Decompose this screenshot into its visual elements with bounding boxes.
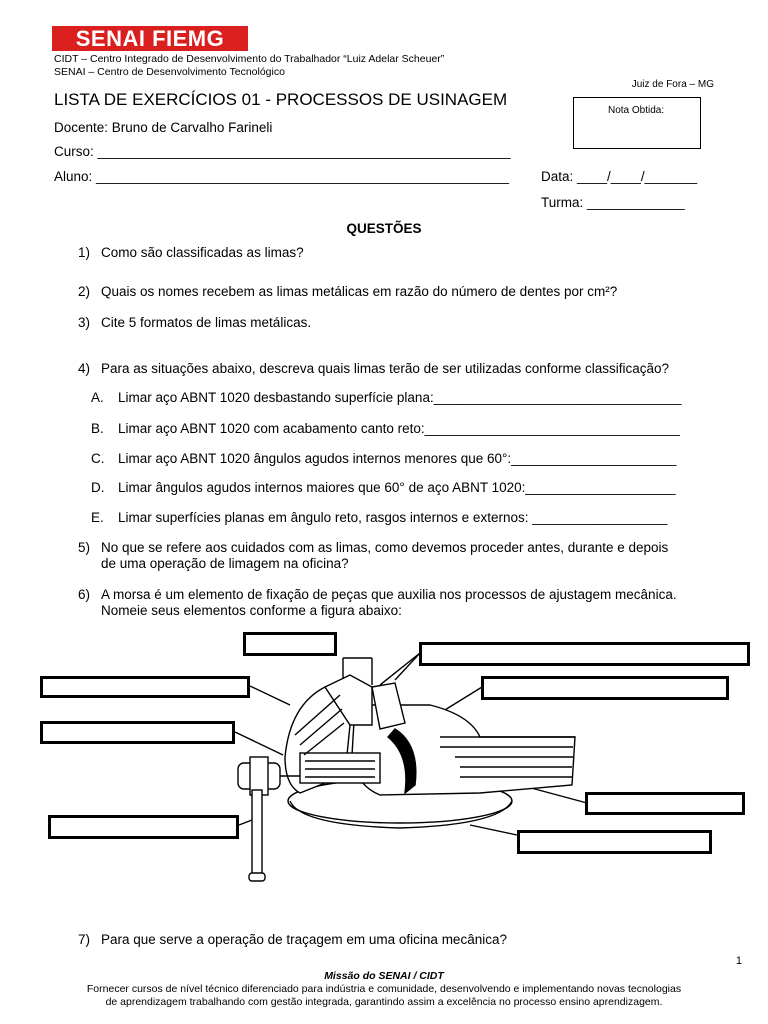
vise-label-box-3[interactable] — [40, 676, 250, 698]
vise-label-box-2[interactable] — [419, 642, 750, 666]
page-title: LISTA DE EXERCÍCIOS 01 - PROCESSOS DE USINAGEM — [54, 90, 508, 109]
vise-label-box-8[interactable] — [517, 830, 712, 854]
data-field[interactable]: Data: ____/____/_______ — [541, 169, 698, 184]
section-title: QUESTÕES — [346, 221, 422, 236]
vise-label-box-1[interactable] — [243, 632, 337, 656]
vise-label-box-6[interactable] — [585, 792, 745, 815]
senai-fiemg-logo: SENAI FIEMG — [52, 26, 248, 51]
page-number: 1 — [735, 955, 742, 967]
grade-box — [573, 97, 701, 149]
city-label: Juiz de Fora – MG — [631, 79, 714, 90]
footer-line-1: Fornecer cursos de nível técnico diferenciado para indústria e comunidade, desenvolvendo e implementando novas tecnologias — [86, 983, 682, 995]
vise-label-box-7[interactable] — [48, 815, 239, 839]
vise-label-box-5[interactable] — [40, 721, 235, 744]
footer-title: Missão do SENAI / CIDT — [324, 970, 444, 982]
footer-line-2: de aprendizagem trabalhando com gestão integrada, garantindo assim a excelência no processo ensino aprendizagem. — [105, 996, 663, 1008]
vise-label-box-4[interactable] — [481, 676, 729, 700]
aluno-field[interactable]: Aluno: _______________________________________________________ — [54, 169, 509, 184]
org-line-2: SENAI – Centro de Desenvolvimento Tecnológico — [54, 66, 285, 78]
grade-label: Nota Obtida: — [608, 105, 665, 116]
curso-field[interactable]: Curso: _______________________________________________________ — [54, 144, 511, 159]
docente-line: Docente: Bruno de Carvalho Farineli — [54, 120, 273, 135]
org-line-1: CIDT – Centro Integrado de Desenvolvimento do Trabalhador “Luiz Adelar Scheuer” — [54, 53, 445, 65]
turma-field[interactable]: Turma: _____________ — [541, 195, 685, 210]
